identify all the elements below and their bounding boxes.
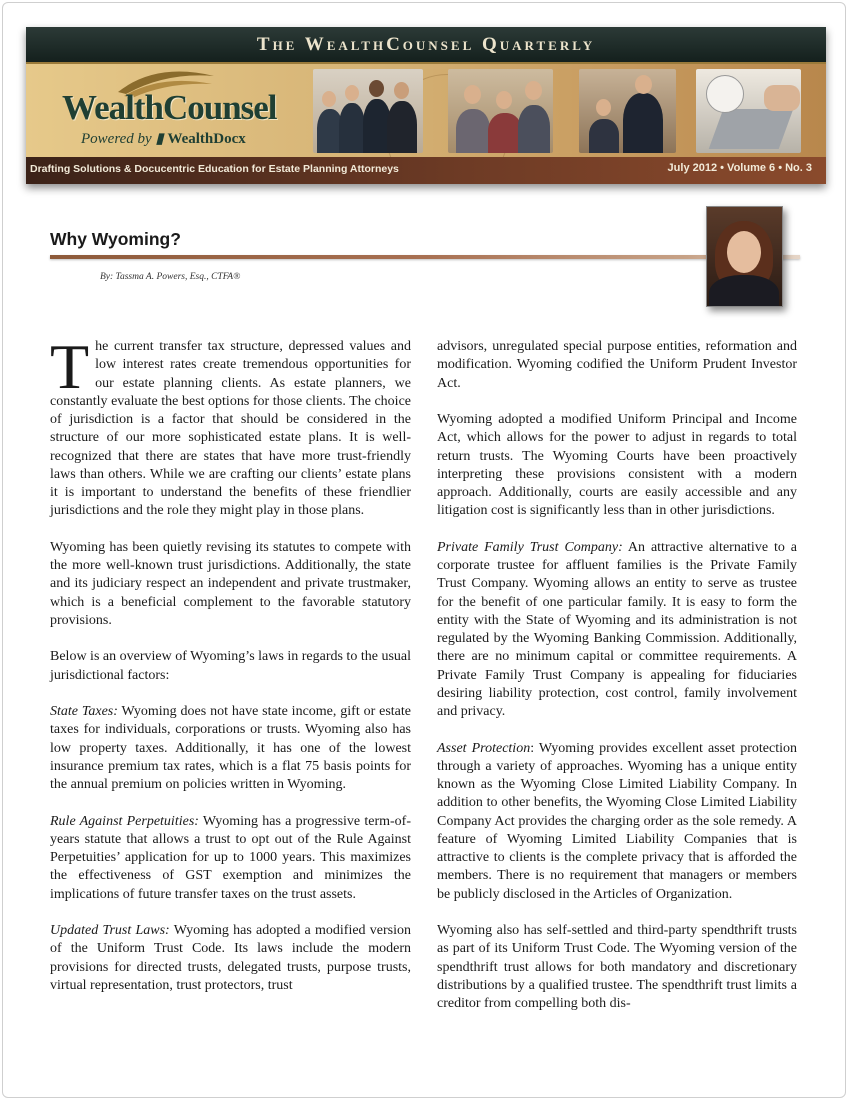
paragraph-text: Wyoming also has self-settled and third-party spendthrift trusts as part of its Uniform Trust Code. The Wyoming version of the spendthrift trust allows for both mandatory and discretionary distributions by a qualified trustee. The spendthrift trust limits a creditor from compelling both dis- (437, 923, 797, 1011)
wealthdocx-label: WealthDocx (167, 131, 246, 147)
photo-advisors (579, 69, 676, 153)
author-photo (706, 206, 783, 307)
article-paragraph (50, 813, 411, 904)
title-divider (50, 255, 800, 259)
photo-professionals (313, 69, 423, 153)
tagline: Drafting Solutions & Docucentric Education for Estate Planning Attorneys (30, 163, 399, 175)
photo-laptop (696, 69, 801, 153)
article-paragraph (50, 331, 411, 521)
article-title: Why Wyoming? (50, 229, 181, 249)
paragraph-text: An attractive alternative to a corporate trustee for affluent families is the Private Family Trust Company. Wyoming allows an entity to serve as trustee for the benefit of one particular family. It is easy to form the entity with the State of Wyoming and its administration is not regulated by the Wyoming Banking Commission. Additionally, there are no minimum capital or committee requirements. A Private Family Trust Company is appealing for fiduciaries desiring liability protection, cost control, family involvement and privacy. (437, 539, 797, 719)
article-paragraph (50, 703, 411, 794)
article-paragraph (437, 539, 797, 722)
article-paragraph (437, 338, 797, 393)
section-lead: Rule Against Perpetuities: (50, 813, 199, 829)
masthead-info-bar (26, 157, 826, 184)
section-lead: State Taxes: (50, 704, 118, 719)
paragraph-text: : Wyoming provides excellent asset protection through a variety of approaches. Wyoming has a unique entity known as the Wyoming Close Limited Liability Company. In addition to other benefits, the Wyoming Close Limited Liability Company Act provides the charging order as the sole remedy. A feature of Wyoming Limited Liability Companies that is attractive to clients is the complete privacy that is afforded the members. There is no requirement that managers or members be publicly disclosed in the Articles of Organization. (437, 740, 798, 902)
article-paragraph (50, 922, 411, 995)
paragraph-text: advisors, unregulated special purpose entities, reformation and modification. Wyoming codified the Uniform Prudent Investor Act. (437, 339, 797, 391)
logo-subline (81, 129, 246, 148)
article-paragraph (437, 740, 797, 904)
article-left-column (50, 331, 412, 1013)
masthead-banner (26, 64, 826, 157)
byline: By: Tassma A. Powers, Esq., CTFA® (100, 272, 241, 282)
article-right-column (437, 338, 797, 1032)
masthead (26, 27, 826, 184)
paragraph-text: Below is an overview of Wyoming’s laws in regards to the usual jurisdictional factors: (50, 649, 411, 683)
paragraph-text: Wyoming does not have state income, gift or estate taxes for individuals, corporations or trusts. Wyoming also has low property taxes. Additionally, it has one of the lowest insurance premium tax rates, which is a flat 75 basis points for the annual premium on policies written in Wyoming. (50, 704, 411, 792)
article-paragraph (50, 648, 411, 685)
paragraph-text: Wyoming has a progressive term-of-years statute that allows a trust to opt out of the Rule Against Perpetuities’ application for up to 1000 years. This maximizes the effectiveness of GST exemption and minimizes the implications of future transfer taxes on the trust assets. (50, 813, 411, 902)
photo-family (448, 69, 553, 153)
article-paragraph (437, 922, 797, 1013)
paragraph-text: Wyoming has adopted a modified version of the Uniform Trust Code. Its laws include the modern provisions for directed trusts, delegated trusts, purpose trusts, virtual representation, trust protectors, trust (50, 923, 412, 993)
powered-by-label: Powered by (81, 131, 152, 147)
newsletter-title: The WealthCounsel Quarterly (256, 34, 596, 55)
paragraph-text: he current transfer tax structure, depressed values and low interest rates create tremendous opportunities for our estate planning clients. As estate planners, we constantly evaluate the best options for those clients. The choice of jurisdiction is a factor that should be considered in the structure of our more sophisticated estate plans. It is well-recognized that there are states that have more trust-friendly laws than others. While we are crafting our clients’ estate plans it is important to understand the benefits of these friendlier jurisdictions and the role they might play in those plans. (50, 339, 411, 519)
book-icon: ▮ (155, 131, 164, 147)
paragraph-text: Wyoming adopted a modified Uniform Principal and Income Act, which allows for the power to adjust in regards to total return trusts. The Wyoming Courts have been proactively interpreting these provisions consistent with a modern approach. Additionally, courts are easily accessible and any litigation cost is significantly less than in other jurisdictions. (437, 412, 797, 519)
wealthcounsel-logo: WealthCounsel (62, 88, 277, 127)
section-lead: Updated Trust Laws: (50, 923, 170, 938)
article-paragraph (50, 539, 411, 630)
issue-info: July 2012 • Volume 6 • No. 3 (667, 162, 812, 174)
article-paragraph (437, 411, 797, 521)
paragraph-text: Wyoming has been quietly revising its statutes to compete with the more well-known trust jurisdictions. Additionally, the state and its judiciary respect an independent and private trustmaker, which is a beneficial complement to the favorable statutory provisions. (50, 539, 411, 628)
section-lead: Private Family Trust Company: (437, 539, 623, 555)
drop-cap: T (50, 331, 90, 402)
section-lead: Asset Protection (437, 740, 531, 756)
masthead-title-bar (26, 27, 826, 64)
